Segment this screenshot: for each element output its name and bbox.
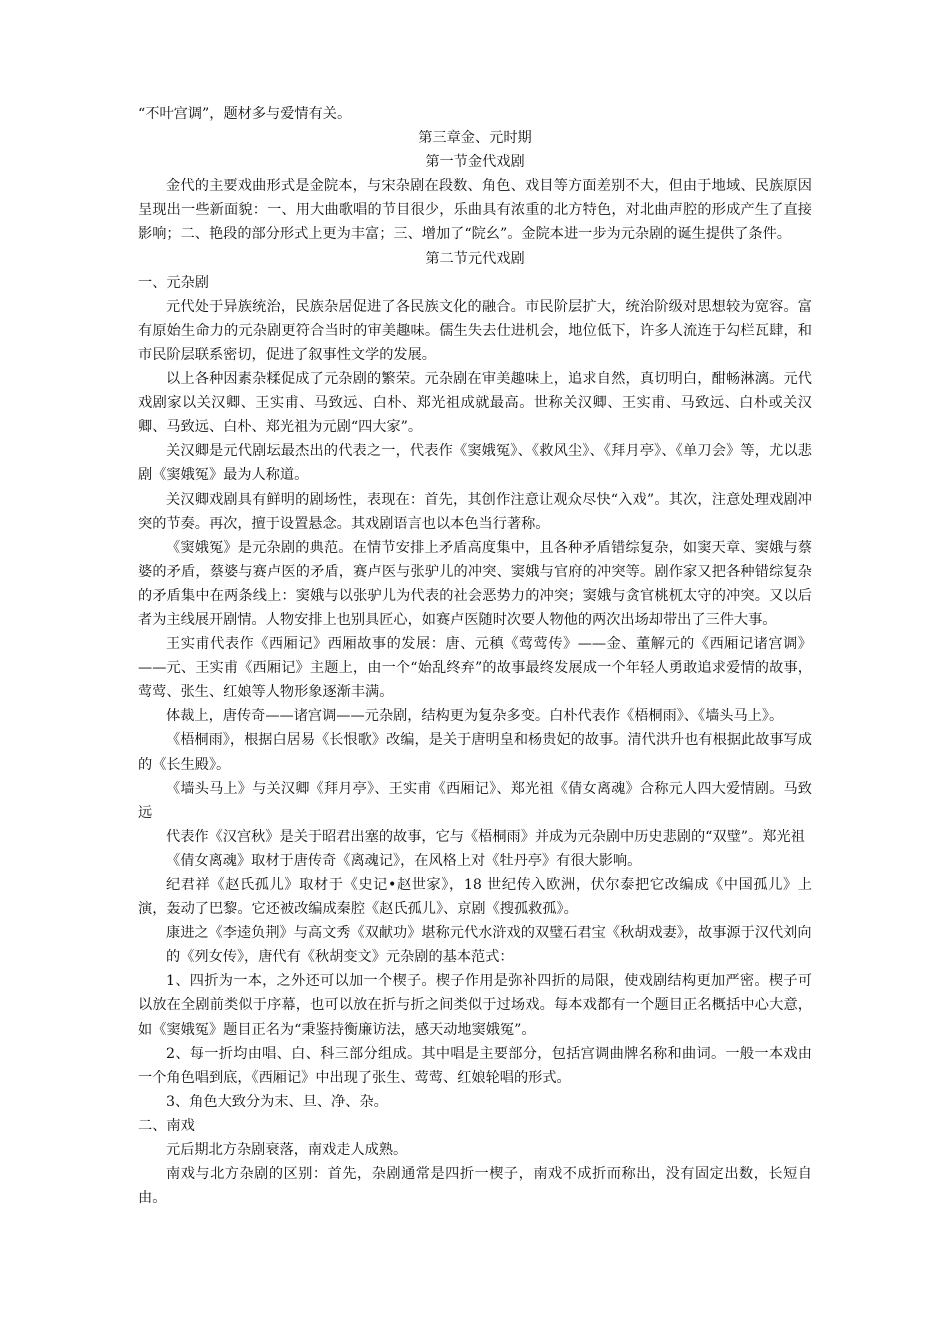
paragraph: 南戏与北方杂剧的区别：首先，杂剧通常是四折一楔子，南戏不成折而称出，没有固定出数，长短自由。 — [138, 1166, 812, 1207]
paragraph-continuation: “不叶宫调”，题材多与爱情有关。 — [138, 106, 352, 122]
list-item: 2、每一折均由唱、白、科三部分组成。其中唱是主要部分，包括宫调曲牌名称和曲词。一般一本戏由一个角色唱到底，《西厢记》中出现了张生、莺莺、红娘轮唱的形式。 — [138, 1045, 812, 1086]
paragraph: 关汉卿戏剧具有鲜明的剧场性，表现在：首先，其创作注意让观众尽快“入戏”。其次，注意处理戏剧冲突的节奏。再次，擅于设置悬念。其戏剧语言也以本色当行著称。 — [138, 491, 812, 532]
chapter-heading: 第三章金、元时期 — [418, 130, 532, 147]
paragraph: 元代处于异族统治，民族杂居促进了各民族文化的融合。市民阶层扩大，统治阶级对思想较为宽容。富有原始生命力的元杂剧更符合当时的审美趣味。儒生失去仕进机会，地位低下，许多人流连于勾栏瓦肆，和市民阶层联系密切，促进了叙事性文学的发展。 — [138, 298, 812, 363]
section-heading-2: 第二节元代戏剧 — [425, 250, 525, 267]
paragraph: 元后期北方杂剧衰落，南戏走人成熟。 — [166, 1142, 408, 1159]
paragraph: 《梧桐雨》，根据白居易《长恨歌》改编，是关于唐明皇和杨贵妃的故事。清代洪升也有根据此故事写成的《长生殿》。 — [138, 732, 812, 773]
paragraph: 代表作《汉宫秋》是关于昭君出塞的故事，它与《梧桐雨》并成为元杂剧中历史悲剧的“双璧”。郑光祖 — [166, 828, 805, 845]
paragraph: 《墙头马上》与关汉卿《拜月亭》、王实甫《西厢记》、郑光祖《倩女离魂》合称元人四大爱情剧。马致远 — [138, 780, 812, 821]
paragraph: 关汉卿是元代剧坛最杰出的代表之一，代表作《窦娥冤》、《救风尘》、《拜月亭》、《单刀会》等，尤以悲剧《窦娥冤》最为人称道。 — [138, 443, 812, 484]
paragraph: 康进之《李逵负荆》与高文秀《双献功》堪称元代水浒戏的双璧石君宝《秋胡戏妻》，故事源于汉代刘向 — [166, 925, 812, 942]
section-heading-1: 第一节金代戏剧 — [425, 154, 525, 171]
paragraph: 纪君祥《赵氏孤儿》取材于《史记•赵世家》，18 世纪传入欧洲，伏尔泰把它改编成《中国孤儿》上演，轰动了巴黎。它还被改编成秦腔《赵氏孤儿》、京剧《搜孤救孤》。 — [138, 877, 812, 918]
list-item: 1、四折为一本，之外还可以加一个楔子。楔子作用是弥补四折的局限，使戏剧结构更加严密。楔子可以放在全剧前类似于序幕，也可以放在折与折之间类似于过场戏。每本戏都有一个题目正名概括中心大意，如《窦娥冤》题目正名为“秉鉴持衡廉访法，感天动地窦娥冤”。 — [138, 973, 812, 1038]
list-item: 3、角色大致分为末、旦、净、杂。 — [166, 1093, 388, 1110]
paragraph: 《倩女离魂》取材于唐传奇《离魂记》，在风格上对《牡丹亭》有很大影响。 — [166, 852, 642, 869]
paragraph: 《窦娥冤》是元杂剧的典范。在情节安排上矛盾高度集中，且各种矛盾错综复杂，如窦天章、窦娥与蔡婆的矛盾，蔡婆与赛卢医的矛盾，赛卢医与张驴儿的冲突、窦娥与官府的冲突等。剧作家又把各种错综复杂的矛盾集中在两条线上：窦娥与以张驴儿为代表的社会恶势力的冲突；窦娥与贪官桃杌太守的冲突。又以后者为主线展开剧情。人物安排上也别具匠心，如赛卢医随时次要人物他的两次出场却带出了三件大事。 — [138, 539, 812, 628]
paragraph: 以上各种因素杂糅促成了元杂剧的繁荣。元杂剧在审美趣味上，追求自然，真切明白，酣畅淋漓。元代戏剧家以关汉卿、王实甫、马致远、白朴、郑光祖成就最高。世称关汉卿、王实甫、马致远、白朴或关汉卿、马致远、白朴、郑光祖为元剧“四大家”。 — [138, 371, 812, 436]
paragraph: 体裁上，唐传奇——诸宫调——元杂剧，结构更为复杂多变。白朴代表作《梧桐雨》、《墙头马上》。 — [166, 708, 784, 725]
subsection-heading: 二、南戏 — [138, 1117, 195, 1134]
paragraph: 金代的主要戏曲形式是金院本，与宋杂剧在段数、角色、戏目等方面差别不大，但由于地域、民族原因呈现出一些新面貌：一、用大曲歌唱的节目很少，乐曲具有浓重的北方特色，对北曲声腔的形成产生了直接影响；二、艳段的部分形式上更为丰富；三、增加了“院幺”。金院本进一步为元杂剧的诞生提供了条件。 — [138, 178, 812, 243]
paragraph: 王实甫代表作《西厢记》西厢故事的发展：唐、元稹《莺莺传》——金、董解元的《西厢记诸宫调》——元、王实甫《西厢记》主题上，由一个“始乱终弃”的故事最终发展成一个年轻人勇敢追求爱情的故事，莺莺、张生、红娘等人物形象逐渐丰满。 — [138, 636, 812, 701]
paragraph: 的《列女传》，唐代有《秋胡变文》元杂剧的基本范式： — [166, 949, 514, 966]
subsection-heading: 一、元杂剧 — [138, 274, 209, 291]
